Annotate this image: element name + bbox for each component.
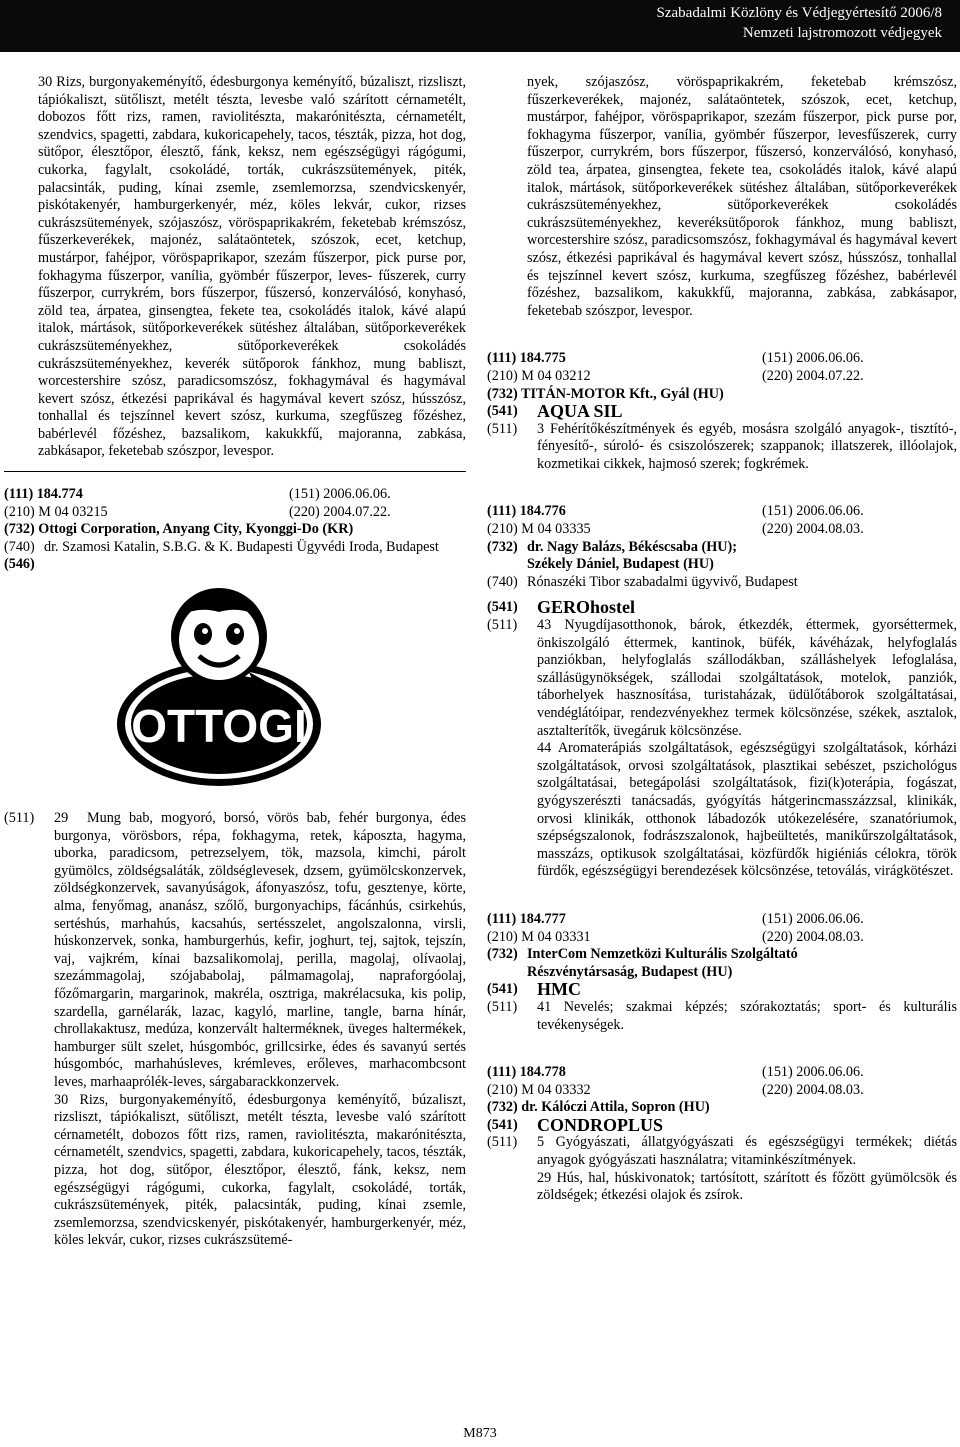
app-number: (210) M 04 03331: [487, 928, 591, 945]
entry-184775: [487, 350, 957, 473]
entry-184778: [487, 1064, 957, 1205]
reg-number: (111) 184.775: [487, 350, 566, 367]
entry-184776: [487, 503, 957, 880]
trademark-logo: [4, 574, 466, 810]
field-code: (511): [487, 1134, 518, 1151]
divider: [4, 471, 466, 472]
field-code: (511): [487, 617, 518, 634]
page-number: M873: [463, 1426, 497, 1441]
page-header: [0, 0, 960, 52]
app-date: (220) 2004.08.03.: [762, 521, 864, 538]
logo-wordmark: OTTOGI: [131, 700, 307, 753]
app-date: (220) 2004.08.03.: [762, 1081, 864, 1098]
reg-date: (151) 2006.06.06.: [762, 350, 864, 367]
app-date: (220) 2004.08.03.: [762, 928, 864, 945]
reg-number: (111) 184.777: [487, 910, 566, 927]
holder: (732) dr. Kálóczi Attila, Sopron (HU): [487, 1099, 710, 1116]
ottogi-logo-image: [99, 576, 339, 806]
field-code: (740): [4, 538, 35, 555]
holder: (732) Ottogi Corporation, Anyang City, Kyonggi-Do (KR): [4, 521, 354, 538]
class-5-text: 5 Gyógyászati, állatgyógyászati és egészségügyi termékek; diétás anyagok gyógyászati használatra; vitaminkészítmények.: [537, 1134, 957, 1169]
field-code: (511): [487, 420, 518, 437]
reg-number: (111) 184.778: [487, 1064, 566, 1081]
services-text: 41 Nevelés; szakmai képzés; szórakoztatás; sport- és kulturális tevékenységek.: [537, 998, 957, 1033]
class-44-text: 44 Aromaterápiás szolgáltatások, egészségügyi szolgáltatások, kórházi szolgáltatások, orvosi szolgáltatások, plasztikai sebészet, pszichológus szolgáltatásai, betegápolási szolgáltatások, fizi(k)oterápia, fogászat, gyógyszerészti tanácsadás, gyógyítás hátgerincmasszázzsal, klinikák, orvosi klinikák, otthonok lábadozók utókezelésére, szanatóriumok, szépségszalonok, fodrászszalonok, hajbeültetés, manikűrszolgáltatások, masszázs, optikusok szolgáltatásai, közfürdők higiéniás célokra, török fürdők, egészségügyi berendezések kölcsönzése, tetoválás, virágkötészet.: [537, 740, 957, 880]
app-number: (210) M 04 03215: [4, 503, 108, 520]
trademark-word: CONDROPLUS: [537, 1114, 664, 1135]
reg-number: (111) 184.774: [4, 486, 83, 503]
trademark-word: AQUA SIL: [537, 401, 623, 422]
reg-date: (151) 2006.06.06.: [289, 486, 391, 503]
entry-184774: [4, 486, 466, 1250]
class-30-text: 30 Rizs, burgonyakeményítő, édesburgonya keményítő, búzaliszt, rizsliszt, tápiókaliszt, sütőliszt, metélt tészta, levesbe való szárított cérnametélt, dobozos főtt rizs, ramen, raviolitészta, makarónitészta, cérnametélt, szendvics, spagetti, zabdara, kukoricapehely, tacos, tészták, pizza, hot dog, sütőpor, élesztőpor, élesztő, fánk, keksz, nem egészségügyi rágógumi, cukorka, fagylalt, csokoládé, torták, cukrászsütemények, piték, palacsinták, puding, kínai zsemle, zsemlemorzsa, szendvicskenyér, piskótakenyér, hamburgerkenyér, méz, köles lekvár, cukor, rizses cukrászsütemé-: [54, 1091, 466, 1249]
representative: Rónaszéki Tibor szabadalmi ügyvivő, Budapest: [527, 573, 798, 590]
field-code: (541): [487, 981, 518, 998]
field-code: (546): [4, 556, 35, 573]
holder-line-1: InterCom Nemzetközi Kulturális Szolgáltató: [527, 946, 798, 963]
representative: dr. Szamosi Katalin, S.B.G. & K. Budapesti Ügyvédi Iroda, Budapest: [44, 538, 439, 555]
reg-date: (151) 2006.06.06.: [762, 1064, 864, 1081]
reg-date: (151) 2006.06.06.: [762, 503, 864, 520]
class-29-text: [54, 810, 466, 1092]
goods-text: 3 Fehérítőkészítmények és egyéb, mosásra szolgáló anyagok-, tisztító-, fényesítő-, súroló- és csiszolószerek; szappanok; illatszerek, illóolajok, kozmetikai cikkek, hajmosó szerek; fogkrémek.: [537, 420, 957, 472]
field-code: (511): [4, 810, 35, 827]
holder: (732) TITÁN-MOTOR Kft., Gyál (HU): [487, 385, 724, 402]
app-date: (220) 2004.07.22.: [762, 367, 864, 384]
app-number: (210) M 04 03332: [487, 1081, 591, 1098]
class-43-text: 43 Nyugdíjasotthonok, bárok, étkezdék, éttermek, gyorséttermek, önkiszolgáló éttermek, kantinok, büfék, kávéházak, helyfoglalás panziókban, helyfoglalás szállodákban, szálláshelyek lefoglalása, szállásügynökségek, szállodai szolgáltatások, motelok, panziók, táborhelyek hasznosítása, turistaházak, üdülőtáborok szolgáltatásai, vendéglátóipar, rendezvényekhez termek kölcsönzése, székek, asztalok, asztalterítők, üvegáruk kölcsönzése.: [537, 617, 957, 739]
holder-line-2: Részvénytársaság, Budapest (HU): [527, 963, 733, 980]
field-code: (732): [487, 946, 518, 963]
field-code: (740): [487, 573, 518, 590]
field-code: (732): [487, 538, 518, 555]
class-29-text: 29 Hús, hal, húskivonatok; tartósított, szárított és főzött gyümölcsök és zöldségek; étkezési olajok és zsírok.: [537, 1169, 957, 1204]
field-code: (541): [487, 1116, 518, 1133]
reg-number: (111) 184.776: [487, 503, 566, 520]
left-column: [4, 74, 466, 1250]
holder-2: Székely Dániel, Budapest (HU): [527, 556, 714, 573]
class-30-continuation: 30 Rizs, burgonyakeményítő, édesburgonya keményítő, búzaliszt, rizsliszt, tápiókaliszt, sütőliszt, metélt tészta, levesbe való szárított cérnametélt, dobozos főtt rizs, ramen, raviolitészta, makarónitészta, cérnametélt, szendvics, spagetti, zabdara, kukoricapehely, tacos, tészták, pizza, hot dog, sütőpor, élesztőpor, élesztő, fánk, keksz, nem egészségügyi rágógumi, cukorka, fagylalt, csokoládé, torták, cukrászsütemények, piték, palacsinták, puding, kínai zsemle, zsemlemorzsa, szendvicskenyér, piskótakenyér, hamburgerkenyér, méz, köles lekvár, cukor, rizses cukrászsütemények, szójaszósz, vöröspaprikakrém, feketebab krémszósz, fűszerkeverékek, majonéz, salátaöntetek, szószok, ecet, ketchup, mustárpor, fahéjpor, vöröspaprikapor, szezám fűszerpor, pick purse por, fokhagyma fűszerpor, vanília, gyömbér fűszerpor, leves- fűszerek, curry fűszerpor, currykrém, bors fűszerpor, fűszersó, konzerválósó, konyhasó, zöld tea, árpatea, ginsengtea, fekete tea, csokoládés italok, kávé alapú italok, mártások, sütőporkeverékek sütéshez általában, sütőporkeverékek cukrászsüteményekhez, sütőporkeverékek csokoládés cukrászsüteményekhez, keverék sütőporok fánkhoz, mung babliszt, worcestershire szósz, paradicsomszósz, fokhagymával és hagymával kevert szósz, étkezési paprikával és hagymával kevert szósz, hússzósz, tonhallal és tejszínnel kevert szósz, kurkuma, szegfűszeg főzéshez, babérlevél főzéshez, bazsalikom, kakukkfű, majoranna, zabkása, zabkásapor, feketebab szószpor, levespor.: [38, 74, 466, 460]
trademark-word: HMC: [537, 979, 581, 1000]
entry-184777: [487, 911, 957, 1034]
app-number: (210) M 04 03335: [487, 521, 591, 538]
class-29-goods: Mung bab, mogyoró, borsó, vörös bab, fehér burgonya, édes burgonya, vörösbors, répa, fokhagyma, retek, káposzta, hagyma, uborka, paradicsom, petrezselyem, tök, mazsola, kimchi, párolt gyümölcs, zöldségsaláták, zöldséglevesek, dzsem, gyümölcskonzervek, zöldségkonzervek, savanyúságok, áfonyaszósz, tofu, gesztenye, körte, alma, fenyőmag, ananász, szőlő, burgonyachips, fácánhús, csirkehús, sertéshús, marhahús, kacsahús, sertésszelet, angolszalonna, virsli, húskonzervek, sonka, hamburgerhús, kefir, joghurt, tej, sajtok, tejszín, vaj, vajkrém, kínai bazsalikomolaj, perilla, magolaj, olívaolaj, szezámmagolaj, szójababolaj, pálmamagolaj, napraforgóolaj, főzőmargarin, margarinok, makréla, osztriga, makrélacsuka, kis polip, szardella, garnélarák, lazac, kagyló, marline, tangle, barna hínár, chrollakaktusz, medúza, konzervált halterméknek, üveges haltermékek, hamburger sült szelet, húsgombóc, grillcsirke, édes és savanyú sertés húsgombóc, marhahúsleves, krémleves, erőleves, marhacombcsont leves, marhaaprólék-leves, sárgabarackkonzervek.: [54, 810, 466, 1090]
holder: [527, 946, 798, 981]
field-code: (511): [487, 998, 518, 1015]
field-code: (541): [487, 599, 518, 616]
class-30-continuation-right: nyek, szójaszósz, vöröspaprikakrém, feketebab krémszósz, fűszerkeverékek, majonéz, salátaöntetek, szószok, ecet, ketchup, mustárpor, fahéjpor, vöröspaprikapor, szezám fűszerpor, pick purse por, fokhagyma fűszerpor, vanília, gyömbér fűszerpor, levesfűszerek, curry fűszerpor, currykrém, bors fűszerpor, fűszersó, konzerválósó, konyhasó, zöld tea, árpatea, ginsengtea, fekete tea, csokoládés italok, kávé alapú italok, mártások, sütőporkeverékek sütéshez általában, sütőporkeverékek cukrászsüteményekhez, sütőporkeverékek csokoládés cukrászsüteményekhez, keveréksütőporok fánkhoz, mung babliszt, worcestershire szósz, paradicsomszósz, fokhagymával és hagymával kevert szósz, étkezési paprikával és hagymával kevert szósz, hússzósz, tonhallal és tejszínnel kevert szósz, kurkuma, szegfűszeg főzéshez, babérlevél főzéshez, bazsalikom, kakukkfű, majoranna, zabkása, zabkásapor, feketebab szószpor, levespor.: [527, 74, 957, 319]
reg-date: (151) 2006.06.06.: [762, 910, 864, 927]
holder: [527, 539, 737, 574]
journal-title: Szabadalmi Közlöny és Védjegyértesítő 2006/8: [656, 5, 942, 21]
right-column: [487, 74, 957, 1205]
class-number: 29: [54, 810, 69, 827]
section-title: Nemzeti lajstromozott védjegyek: [742, 25, 942, 41]
field-code: (541): [487, 403, 518, 420]
app-date: (220) 2004.07.22.: [289, 503, 391, 520]
trademark-word: GEROhostel: [537, 597, 636, 618]
app-number: (210) M 04 03212: [487, 367, 591, 384]
holder-1: dr. Nagy Balázs, Békéscsaba (HU);: [527, 538, 737, 555]
